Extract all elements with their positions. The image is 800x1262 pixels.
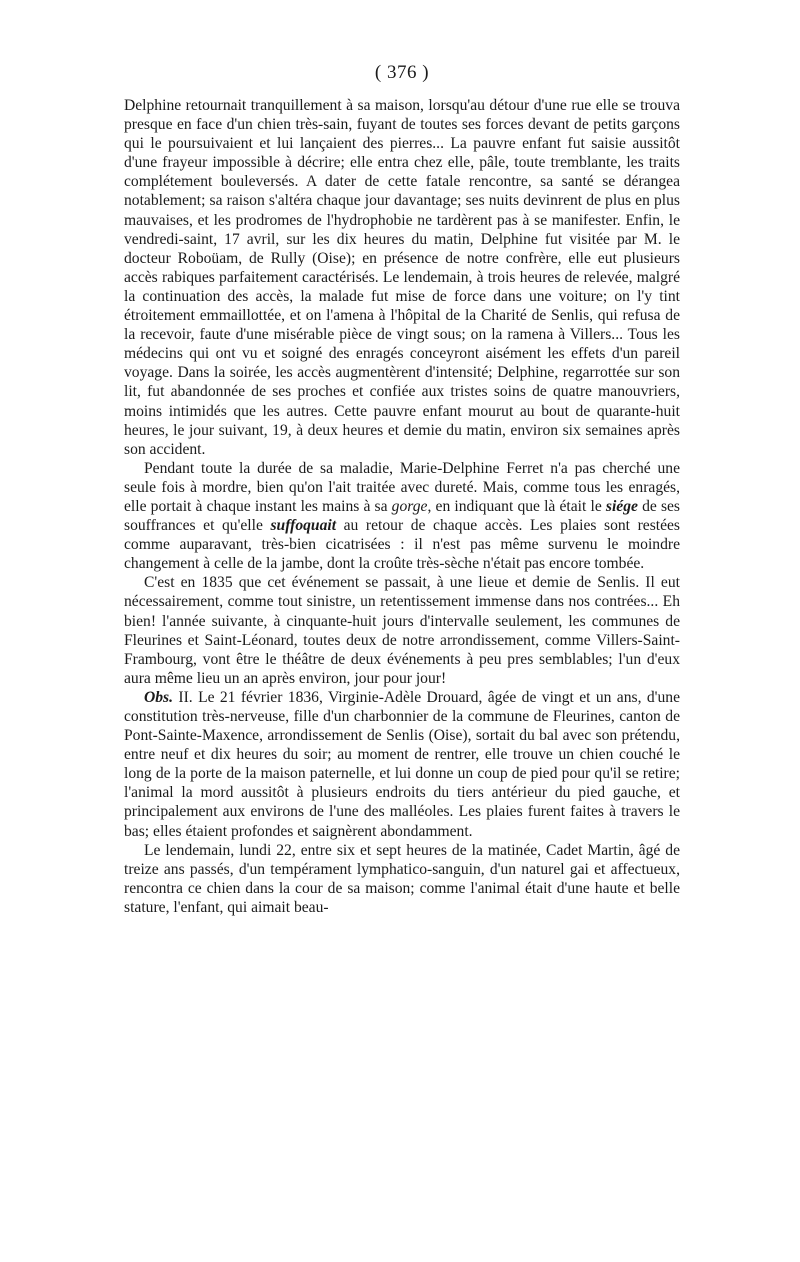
observation-label: Obs. [144, 688, 174, 706]
paragraph-1 [124, 96, 680, 459]
text-run: Delphine retournait tranquillement à sa maison, lorsqu'au détour d'une rue elle se trouva presque en face d'un chien très-sain, fuyant de toutes ses forces devant de petits garçons qui le poursuivaient et lui lançaient des pierres... La pauvre enfant fut saisie aussitôt d'une frayeur impossible à décrire; elle entra chez elle, pâle, toute tremblante, les traits complétement bouleversés. A dater de cette fatale rencontre, sa santé se dérangea notablement; sa raison s'altéra chaque jour davantage; ses nuits devinrent de plus en plus mauvaises, et les prodromes de l'hydrophobie ne tardèrent pas à se manifester. Enfin, le vendredi-saint, 17 avril, sur les dix heures du matin, Delphine fut visitée par M. le docteur Roboüam, de Rully (Oise); en présence de notre confrère, elle eut plusieurs accès rabiques parfaitement caractérisés. Le lendemain, à trois heures de relevée, malgré la continuation des accès, la malade fut mise de force dans une voiture; on l'y tint étroitement emmaillottée, et on l'amena à l'hôpital de la Charité de Senlis, qui refusa de la recevoir, faute d'une misérable pièce de vingt sous; on la ramena à Villers... Tous les médecins qui ont vu et soigné des enragés conceyront aisément les effets d'un pareil voyage. Dans la soirée, les accès augmentèrent d'intensité; Delphine, regarrottée sur son lit, fut abandonnée de ses proches et confiée aux tristes soins de quatre manouvriers, moins intimidés que les autres. Cette pauvre enfant mourut au bout de quarante-huit heures, le jour suivant, 19, à deux heures et demie du matin, environ six semaines après son accident. [124, 97, 680, 458]
text-run: Pendant toute la durée de sa maladie, Marie-Delphine Ferret n'a pas cherché une seule fois à mordre, bien qu'on l'ait traitée avec dureté. Mais, comme tous les enragés, elle portait à chaque instant les mains à sa [124, 459, 680, 515]
paragraph-obs-2 [124, 688, 680, 841]
text-run: , en indiquant que là était le [427, 497, 606, 515]
paragraph-5 [124, 841, 680, 917]
book-page [124, 58, 680, 917]
italic-term: gorge [391, 497, 428, 515]
paragraph-2 [124, 459, 680, 574]
paragraph-3 [124, 573, 680, 688]
text-run: de ses souffrances et qu'elle [124, 497, 681, 535]
emphasized-term: siége [605, 497, 638, 515]
text-run: au retour de chaque accès. Les plaies sont restées comme auparavant, très-bien cicatrisées : il n'est pas même survenu le moindre changement à celle de la jambe, dont la croûte très-sèche n'était pas encore tombée. [124, 517, 681, 573]
emphasized-term: suffoquait [270, 517, 337, 535]
text-run: II. Le 21 février 1836, Virginie-Adèle Drouard, âgée de vingt et un ans, d'une constitution très-nerveuse, fille d'un charbonnier de la commune de Fleurines, canton de Pont-Sainte-Maxence, arrondissement de Senlis (Oise), sortait du bal avec son prétendu, entre neuf et dix heures du soir; au moment de rentrer, elle trouve un chien couché le long de la porte de la maison paternelle, et lui donne un coup de pied pour qu'il se retire; l'animal la mord aussitôt à plusieurs endroits du tiers antérieur du pied gauche, et principalement aux environs de l'une des malléoles. Les plaies furent faites à travers le bas; elles étaient profondes et saignèrent abondamment. [124, 688, 680, 840]
text-run: Le lendemain, lundi 22, entre six et sept heures de la matinée, Cadet Martin, âgé de treize ans passés, d'un tempérament lymphatico-sanguin, d'un naturel gai et affectueux, rencontra ce chien dans la cour de sa maison; comme l'animal était d'une haute et belle stature, l'enfant, qui aimait beau- [124, 841, 680, 916]
text-run: C'est en 1835 que cet événement se passait, à une lieue et demie de Senlis. Il eut nécessairement, comme tout sinistre, un retentissement immense dans nos contrées... Eh bien! l'année suivante, à cinquante-huit jours d'intervalle seulement, les communes de Fleurines et Saint-Léonard, toutes deux de notre arrondissement, comme Villers-Saint-Frambourg, vont être le théâtre de deux événements à peu pres semblables; l'un d'eux aura même lieu un an après environ, jour pour jour! [124, 574, 680, 687]
page-text-body [124, 96, 680, 917]
page-number: ( 376 ) [374, 62, 430, 83]
